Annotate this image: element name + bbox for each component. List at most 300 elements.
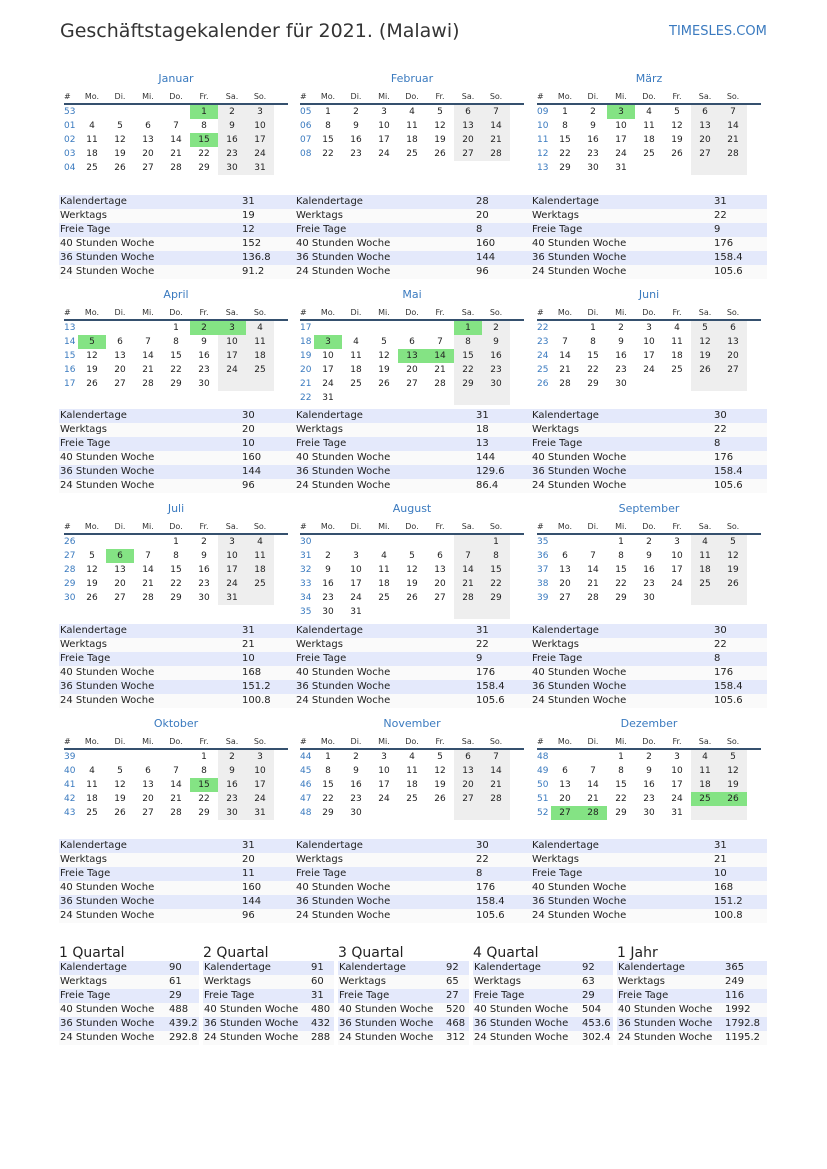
day-cell: 1 — [618, 537, 624, 547]
stats-row — [59, 867, 295, 881]
weekday-label: Fr. — [435, 92, 445, 101]
day-cell: 9 — [353, 766, 359, 776]
day-cell: 5 — [437, 752, 443, 762]
weekday-label: Fr. — [199, 522, 209, 531]
summary-title: 1 Quartal — [59, 945, 125, 961]
day-cell: 22 — [170, 365, 182, 375]
weekday-label: Fr. — [672, 522, 682, 531]
stats-label: 36 Stunden Woche — [60, 896, 155, 907]
day-cell — [398, 535, 426, 549]
day-cell: 27 — [406, 379, 418, 389]
site-link[interactable]: TIMESLES.COM — [669, 24, 767, 39]
page-title: Geschäftstagekalender für 2021. (Malawi) — [60, 20, 460, 42]
day-cell — [719, 591, 747, 605]
stats-label: Werktags — [296, 424, 343, 435]
day-cell: 8 — [482, 549, 510, 563]
month-stats — [295, 195, 531, 279]
day-cell: 27 — [142, 808, 154, 818]
stats-row — [531, 209, 767, 223]
day-cell: 25 — [671, 365, 683, 375]
day-cell: 15 — [482, 563, 510, 577]
summary-row — [203, 975, 334, 989]
week-row — [537, 133, 761, 147]
day-cell: 31 — [218, 591, 246, 605]
day-cell: 19 — [114, 149, 126, 159]
summary-value: 90 — [169, 962, 182, 973]
day-cell: 3 — [353, 551, 359, 561]
summary-label: 36 Stunden Woche — [204, 1018, 299, 1029]
day-cell: 14 — [142, 351, 154, 361]
summary-row — [473, 1017, 613, 1031]
stats-value: 168 — [242, 667, 262, 678]
day-cell: 7 — [482, 750, 510, 764]
summary-block — [203, 945, 334, 1045]
stats-label: Kalendertage — [60, 196, 127, 207]
day-cell: 16 — [350, 135, 362, 145]
day-cell: 22 — [615, 794, 627, 804]
summary-label: 24 Stunden Woche — [474, 1032, 569, 1043]
summary-label: 40 Stunden Woche — [618, 1004, 713, 1015]
day-cell: 2 — [353, 752, 359, 762]
stats-row — [59, 237, 295, 251]
weekday-label: Mo. — [84, 737, 100, 746]
week-row — [300, 750, 524, 764]
day-cell — [719, 377, 747, 391]
month-stats — [531, 839, 767, 923]
summary-row — [473, 1003, 613, 1017]
day-cell: 19 — [86, 579, 98, 589]
month-calendar — [537, 72, 761, 175]
month-calendar — [64, 288, 288, 391]
month-calendar — [64, 72, 288, 175]
day-cell: 10 — [378, 766, 390, 776]
weekday-label: # — [64, 522, 71, 531]
day-cell: 22 — [198, 794, 210, 804]
day-cell: 20 — [114, 365, 126, 375]
stats-label: 36 Stunden Woche — [296, 466, 391, 477]
summary-row — [59, 1003, 199, 1017]
day-cell — [106, 535, 134, 549]
weekday-label: Fr. — [672, 92, 682, 101]
weekday-label: Fr. — [199, 737, 209, 746]
day-cell: 18 — [691, 778, 719, 792]
week-row — [64, 321, 288, 335]
summary-row — [473, 961, 613, 975]
stats-label: 40 Stunden Woche — [532, 882, 627, 893]
week-number: 03 — [64, 149, 76, 159]
stats-row — [531, 451, 767, 465]
stats-value: 12 — [242, 224, 255, 235]
month-name: Mai — [402, 288, 422, 301]
summary-row — [59, 1017, 199, 1031]
month-stats — [59, 839, 295, 923]
weekday-label: So. — [726, 522, 740, 531]
day-cell: 21 — [587, 794, 599, 804]
day-cell — [398, 321, 426, 335]
day-cell: 1 — [454, 321, 482, 335]
day-cell: 1 — [562, 107, 568, 117]
stats-label: 40 Stunden Woche — [296, 882, 391, 893]
day-cell: 13 — [434, 565, 446, 575]
stats-row — [59, 694, 295, 708]
weekday-label: Di. — [350, 522, 362, 531]
summary-value: 116 — [725, 990, 745, 1001]
summary-row — [617, 1031, 767, 1045]
week-row — [300, 591, 524, 605]
stats-row — [295, 423, 531, 437]
stats-label: 24 Stunden Woche — [532, 480, 627, 491]
stats-row — [295, 251, 531, 265]
weekday-label: # — [300, 308, 307, 317]
day-cell — [635, 161, 663, 175]
day-cell: 29 — [322, 808, 334, 818]
stats-value: 30 — [242, 410, 255, 421]
day-cell — [426, 391, 454, 405]
week-number: 50 — [537, 780, 549, 790]
day-cell: 6 — [719, 321, 747, 335]
stats-row — [59, 680, 295, 694]
week-number: 02 — [64, 135, 76, 145]
stats-label: 24 Stunden Woche — [60, 480, 155, 491]
stats-value: 168 — [714, 882, 734, 893]
day-cell: 28 — [170, 808, 182, 818]
day-cell: 10 — [350, 565, 362, 575]
stats-label: Werktags — [532, 210, 579, 221]
day-cell: 17 — [246, 133, 274, 147]
stats-value: 176 — [476, 882, 496, 893]
summary-value: 27 — [446, 990, 459, 1001]
day-cell: 17 — [378, 780, 390, 790]
week-row — [64, 335, 288, 349]
stats-value: 18 — [476, 424, 489, 435]
stats-value: 10 — [714, 868, 727, 879]
week-row — [300, 321, 524, 335]
day-cell: 26 — [86, 593, 98, 603]
weekday-label: Mo. — [557, 522, 573, 531]
day-cell — [691, 161, 719, 175]
day-cell: 7 — [454, 549, 482, 563]
stats-row — [531, 479, 767, 493]
month-calendar — [64, 502, 288, 605]
stats-label: 40 Stunden Woche — [60, 882, 155, 893]
weekday-label: Mi. — [142, 737, 154, 746]
stats-value: 160 — [242, 882, 262, 893]
day-cell: 12 — [114, 780, 126, 790]
summary-row — [203, 1031, 334, 1045]
summary-label: 36 Stunden Woche — [339, 1018, 434, 1029]
day-cell — [370, 806, 398, 820]
stats-row — [295, 853, 531, 867]
day-cell — [314, 321, 342, 335]
day-cell: 17 — [615, 135, 627, 145]
stats-label: Werktags — [60, 854, 107, 865]
stats-label: 36 Stunden Woche — [532, 681, 627, 692]
day-cell: 3 — [246, 750, 274, 764]
day-cell: 9 — [201, 337, 207, 347]
day-cell — [106, 105, 134, 119]
month-name: Oktober — [153, 717, 199, 730]
day-cell: 3 — [218, 535, 246, 549]
day-cell: 21 — [454, 577, 482, 591]
day-cell: 3 — [607, 105, 635, 119]
weekday-label: So. — [253, 737, 267, 746]
stats-row — [295, 881, 531, 895]
month-calendar — [537, 717, 761, 820]
stats-value: 22 — [476, 639, 489, 650]
day-cell: 12 — [406, 565, 418, 575]
summary-row — [338, 989, 469, 1003]
weekday-label: Do. — [169, 737, 183, 746]
day-cell: 12 — [434, 121, 446, 131]
week-row — [300, 577, 524, 591]
stats-row — [59, 881, 295, 895]
day-cell: 31 — [671, 808, 683, 818]
weekday-label: Sa. — [225, 522, 239, 531]
summary-label: 40 Stunden Woche — [339, 1004, 434, 1015]
stats-label: Freie Tage — [296, 653, 347, 664]
weekday-header — [537, 90, 761, 105]
weekday-label: # — [64, 308, 71, 317]
stats-label: 24 Stunden Woche — [296, 266, 391, 277]
week-number: 31 — [300, 551, 312, 561]
summary-value: 365 — [725, 962, 745, 973]
stats-row — [295, 209, 531, 223]
day-cell: 26 — [434, 794, 446, 804]
summary-row — [617, 961, 767, 975]
day-cell: 18 — [86, 794, 98, 804]
day-cell: 15 — [170, 351, 182, 361]
day-cell: 4 — [89, 766, 95, 776]
week-number: 48 — [537, 752, 549, 762]
stats-row — [295, 265, 531, 279]
day-cell: 23 — [587, 149, 599, 159]
week-row — [537, 105, 761, 119]
week-number: 52 — [537, 808, 549, 818]
week-row — [537, 147, 761, 161]
summary-title: 4 Quartal — [473, 945, 539, 961]
day-cell: 8 — [173, 337, 179, 347]
stats-label: 40 Stunden Woche — [60, 238, 155, 249]
month-name: September — [618, 502, 680, 515]
weekday-header — [300, 735, 524, 750]
stats-value: 105.6 — [476, 695, 505, 706]
day-cell: 23 — [350, 794, 362, 804]
summary-row — [59, 989, 199, 1003]
day-cell: 30 — [643, 808, 655, 818]
day-cell: 16 — [198, 351, 210, 361]
summary-label: Freie Tage — [339, 990, 390, 1001]
week-number: 42 — [64, 794, 76, 804]
weekday-label: Mo. — [84, 92, 100, 101]
stats-row — [295, 223, 531, 237]
day-cell — [342, 391, 370, 405]
stats-label: 36 Stunden Woche — [296, 681, 391, 692]
summary-value: 29 — [582, 990, 595, 1001]
stats-value: 144 — [242, 466, 262, 477]
day-cell: 8 — [201, 121, 207, 131]
stats-row — [59, 195, 295, 209]
day-cell: 24 — [350, 593, 362, 603]
week-number: 15 — [64, 351, 76, 361]
stats-value: 152 — [242, 238, 262, 249]
week-number: 30 — [300, 537, 312, 547]
day-cell: 24 — [218, 363, 246, 377]
day-cell: 10 — [246, 764, 274, 778]
day-cell: 6 — [145, 766, 151, 776]
day-cell: 20 — [454, 133, 482, 147]
day-cell — [370, 605, 398, 619]
day-cell: 10 — [218, 335, 246, 349]
month-stats — [531, 409, 767, 493]
day-cell: 5 — [719, 535, 747, 549]
day-cell: 27 — [454, 792, 482, 806]
summary-block — [59, 945, 199, 1045]
day-cell: 17 — [246, 778, 274, 792]
summary-row — [338, 1031, 469, 1045]
summary-value: 61 — [169, 976, 182, 987]
stats-label: Kalendertage — [296, 196, 363, 207]
day-cell: 25 — [378, 593, 390, 603]
day-cell: 20 — [719, 349, 747, 363]
day-cell: 18 — [643, 135, 655, 145]
stats-label: Werktags — [532, 854, 579, 865]
stats-label: 36 Stunden Woche — [296, 896, 391, 907]
weekday-label: Do. — [642, 522, 656, 531]
week-row — [300, 605, 524, 619]
day-cell: 5 — [89, 551, 95, 561]
day-cell: 25 — [691, 577, 719, 591]
week-row — [64, 806, 288, 820]
day-cell — [342, 321, 370, 335]
summary-value: 63 — [582, 976, 595, 987]
weekday-label: Fr. — [435, 308, 445, 317]
stats-value: 19 — [242, 210, 255, 221]
day-cell: 28 — [719, 147, 747, 161]
stats-row — [531, 839, 767, 853]
day-cell: 14 — [482, 119, 510, 133]
day-cell — [454, 605, 482, 619]
weekday-header — [300, 306, 524, 321]
weekday-label: Mi. — [142, 92, 154, 101]
week-number: 23 — [537, 337, 549, 347]
day-cell: 30 — [322, 607, 334, 617]
week-number: 29 — [64, 579, 76, 589]
stats-value: 28 — [476, 196, 489, 207]
day-cell: 26 — [114, 808, 126, 818]
day-cell: 29 — [454, 377, 482, 391]
day-cell: 13 — [142, 135, 154, 145]
week-number: 21 — [300, 379, 312, 389]
weekday-label: Do. — [169, 92, 183, 101]
week-row — [64, 363, 288, 377]
summary-value: 65 — [446, 976, 459, 987]
weekday-label: Di. — [114, 522, 126, 531]
day-cell: 26 — [378, 379, 390, 389]
week-row — [64, 591, 288, 605]
summary-value: 92 — [582, 962, 595, 973]
stats-value: 10 — [242, 653, 255, 664]
day-cell: 15 — [322, 135, 334, 145]
day-cell: 16 — [643, 565, 655, 575]
week-row — [64, 147, 288, 161]
weekday-label: Di. — [350, 308, 362, 317]
day-cell: 8 — [618, 766, 624, 776]
summary-value: 302.4 — [582, 1032, 611, 1043]
summary-row — [338, 961, 469, 975]
stats-label: 24 Stunden Woche — [60, 695, 155, 706]
day-cell: 15 — [190, 778, 218, 792]
week-row — [537, 119, 761, 133]
weekday-label: Fr. — [199, 308, 209, 317]
day-cell — [454, 391, 482, 405]
day-cell — [691, 377, 719, 391]
stats-row — [295, 451, 531, 465]
day-cell: 18 — [378, 579, 390, 589]
stats-value: 91.2 — [242, 266, 265, 277]
weekday-label: # — [64, 737, 71, 746]
day-cell: 26 — [719, 577, 747, 591]
week-row — [64, 563, 288, 577]
month-calendar — [300, 288, 524, 405]
week-number: 13 — [64, 323, 76, 333]
stats-label: 36 Stunden Woche — [532, 466, 627, 477]
day-cell: 17 — [671, 780, 683, 790]
summary-value: 468 — [446, 1018, 466, 1029]
day-cell: 10 — [643, 337, 655, 347]
day-cell: 26 — [406, 593, 418, 603]
week-number: 35 — [300, 607, 312, 617]
week-row — [537, 161, 761, 175]
week-row — [300, 764, 524, 778]
month-name: März — [635, 72, 663, 85]
day-cell: 11 — [378, 565, 390, 575]
week-number: 43 — [64, 808, 76, 818]
week-row — [537, 778, 761, 792]
day-cell: 21 — [719, 133, 747, 147]
day-cell: 28 — [482, 147, 510, 161]
day-cell: 29 — [559, 163, 571, 173]
day-cell: 15 — [170, 565, 182, 575]
day-cell: 14 — [482, 764, 510, 778]
weekday-label: So. — [489, 737, 503, 746]
day-cell — [579, 750, 607, 764]
day-cell: 13 — [559, 780, 571, 790]
week-row — [537, 577, 761, 591]
month-name: Januar — [158, 72, 194, 85]
day-cell: 28 — [142, 593, 154, 603]
summary-label: 36 Stunden Woche — [474, 1018, 569, 1029]
day-cell: 5 — [381, 337, 387, 347]
day-cell: 22 — [482, 577, 510, 591]
day-cell: 30 — [482, 377, 510, 391]
day-cell: 7 — [590, 766, 596, 776]
day-cell: 20 — [434, 579, 446, 589]
day-cell: 14 — [587, 780, 599, 790]
day-cell: 6 — [106, 549, 134, 563]
week-row — [300, 147, 524, 161]
day-cell: 9 — [218, 764, 246, 778]
day-cell: 20 — [406, 365, 418, 375]
weekday-label: # — [64, 92, 71, 101]
week-row — [300, 377, 524, 391]
stats-label: Werktags — [60, 210, 107, 221]
day-cell: 22 — [322, 149, 334, 159]
day-cell: 3 — [381, 752, 387, 762]
stats-value: 100.8 — [242, 695, 271, 706]
stats-row — [531, 251, 767, 265]
day-cell: 29 — [198, 163, 210, 173]
day-cell: 14 — [587, 565, 599, 575]
